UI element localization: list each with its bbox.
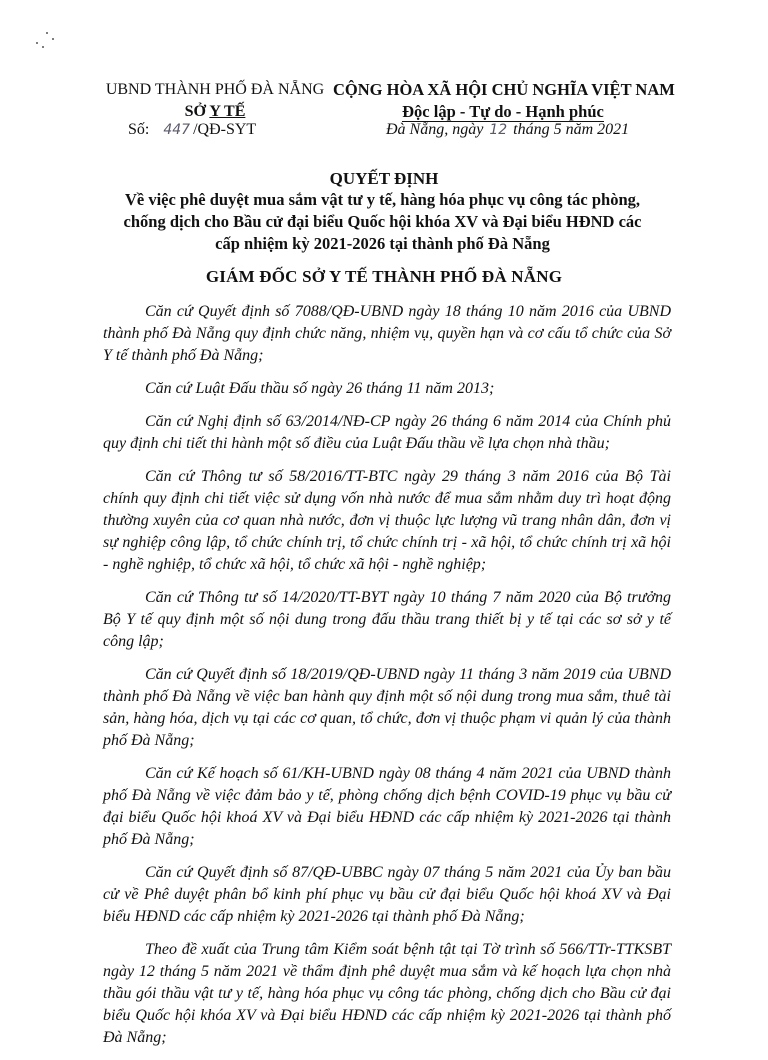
legal-basis-paragraph: Căn cứ Kế hoạch số 61/KH-UBND ngày 08 tháng 4 năm 2021 của UBND thành phố Đà Nẵng về việc đảm bảo y tế, phòng chống dịch bệnh COVID-19 phục vụ bầu cử đại biểu Quốc hội khoá XV và Đại biểu HĐND các cấp nhiệm kỳ 2021-2026 tại thành phố Đà Nẵng; xyxy=(103,765,671,848)
legal-basis-paragraph: Căn cứ Quyết định số 18/2019/QĐ-UBND ngày 11 tháng 3 năm 2019 của UBND thành phố Đà Nẵng về việc ban hành quy định một số nội dung trong mua sắm, thuê tài sản, hàng hóa, dịch vụ tại các cơ quan, tổ chức, đơn vị thuộc phạm vi quản lý của thành phố Đà Nẵng; xyxy=(103,666,671,749)
handwritten-number: 447 xyxy=(163,122,191,138)
issue-date: Đà Nẵng, ngày 12 tháng 5 năm 2021 xyxy=(386,121,630,138)
national-motto: Độc lập - Tự do - Hạnh phúc xyxy=(402,102,604,121)
legal-basis-paragraph: Căn cứ Luật Đấu thầu số ngày 26 tháng 11 năm 2013; xyxy=(145,380,495,397)
country-name: CỘNG HÒA XÃ HỘI CHỦ NGHĨA VIỆT NAM xyxy=(333,80,675,99)
proposal-paragraph: Theo đề xuất của Trung tâm Kiểm soát bệnh tật tại Tờ trình số 566/TTr-TTKSBT ngày 12 tháng 5 năm 2021 về thẩm định phê duyệt mua sắm và kế hoạch lựa chọn nhà thầu gói thầu vật tư y tế, hàng hóa phục vụ công tác phòng, chống dịch cho Bầu cử đại biểu Quốc hội khóa XV và Đại biểu HĐND các cấp nhiệm kỳ 2021-2026 tại thành phố Đà Nẵng; xyxy=(103,941,671,1046)
legal-basis-paragraph: Căn cứ Thông tư số 14/2020/TT-BYT ngày 10 tháng 7 năm 2020 của Bộ trưởng Bộ Y tế quy định một số nội dung trong đấu thầu trang thiết bị y tế tại các sơ sở y tế công lập; xyxy=(103,589,671,650)
document-number: Số: 447 /QĐ-SYT xyxy=(128,121,257,138)
issuing-agency-block xyxy=(100,79,330,123)
document-body xyxy=(103,301,671,1060)
scan-specks xyxy=(34,28,64,50)
document-subject: Về việc phê duyệt mua sắm vật tư y tế, hàng hóa phục vụ công tác phòng, chống dịch cho Bầu cử đại biểu Quốc hội khóa XV và Đại biểu HĐND các cấp nhiệm kỳ 2021-2026 tại thành phố Đà Nẵng xyxy=(123,190,642,253)
department-name: SỞ Y TẾ xyxy=(184,103,246,120)
handwritten-day: 12 xyxy=(489,122,508,138)
issuer-title: GIÁM ĐỐC SỞ Y TẾ THÀNH PHỐ ĐÀ NẴNG xyxy=(205,267,563,286)
legal-basis-paragraph: Căn cứ Nghị định số 63/2014/NĐ-CP ngày 26 tháng 6 năm 2014 của Chính phủ quy định chi tiết thi hành một số điều của Luật Đấu thầu về lựa chọn nhà thầu; xyxy=(103,413,671,452)
document-title: QUYẾT ĐỊNH xyxy=(329,169,439,188)
legal-basis-paragraph: Căn cứ Quyết định số 87/QĐ-UBBC ngày 07 tháng 5 năm 2021 của Ủy ban bầu cử về Phê duyệt phân bổ kinh phí phục vụ bầu cử đại biểu Quốc hội khoá XV và Đại biểu HĐND các cấp nhiệm kỳ 2021-2026 tại thành phố Đà Nẵng; xyxy=(103,864,671,925)
national-header xyxy=(333,79,673,123)
agency-name: UBND THÀNH PHỐ ĐÀ NẴNG xyxy=(105,81,325,98)
legal-basis-paragraph: Căn cứ Thông tư số 58/2016/TT-BTC ngày 29 tháng 3 năm 2016 của Bộ Tài chính quy định chi tiết việc sử dụng vốn nhà nước để mua sắm nhằm duy trì hoạt động thường xuyên của cơ quan nhà nước, đơn vị thuộc lực lượng vũ trang nhân dân, đơn vị sự nghiệp công lập, tổ chức chính trị, tổ chức chính trị - xã hội, tổ chức chính trị xã hội - nghề nghiệp, tổ chức xã hội, tổ chức xã hội - nghề nghiệp; xyxy=(103,468,671,573)
legal-basis-paragraph: Căn cứ Quyết định số 7088/QĐ-UBND ngày 18 tháng 10 năm 2016 của UBND thành phố Đà Nẵng quy định chức năng, nhiệm vụ, quyền hạn và cơ cấu tổ chức của Sở Y tế thành phố Đà Nẵng; xyxy=(103,303,671,364)
